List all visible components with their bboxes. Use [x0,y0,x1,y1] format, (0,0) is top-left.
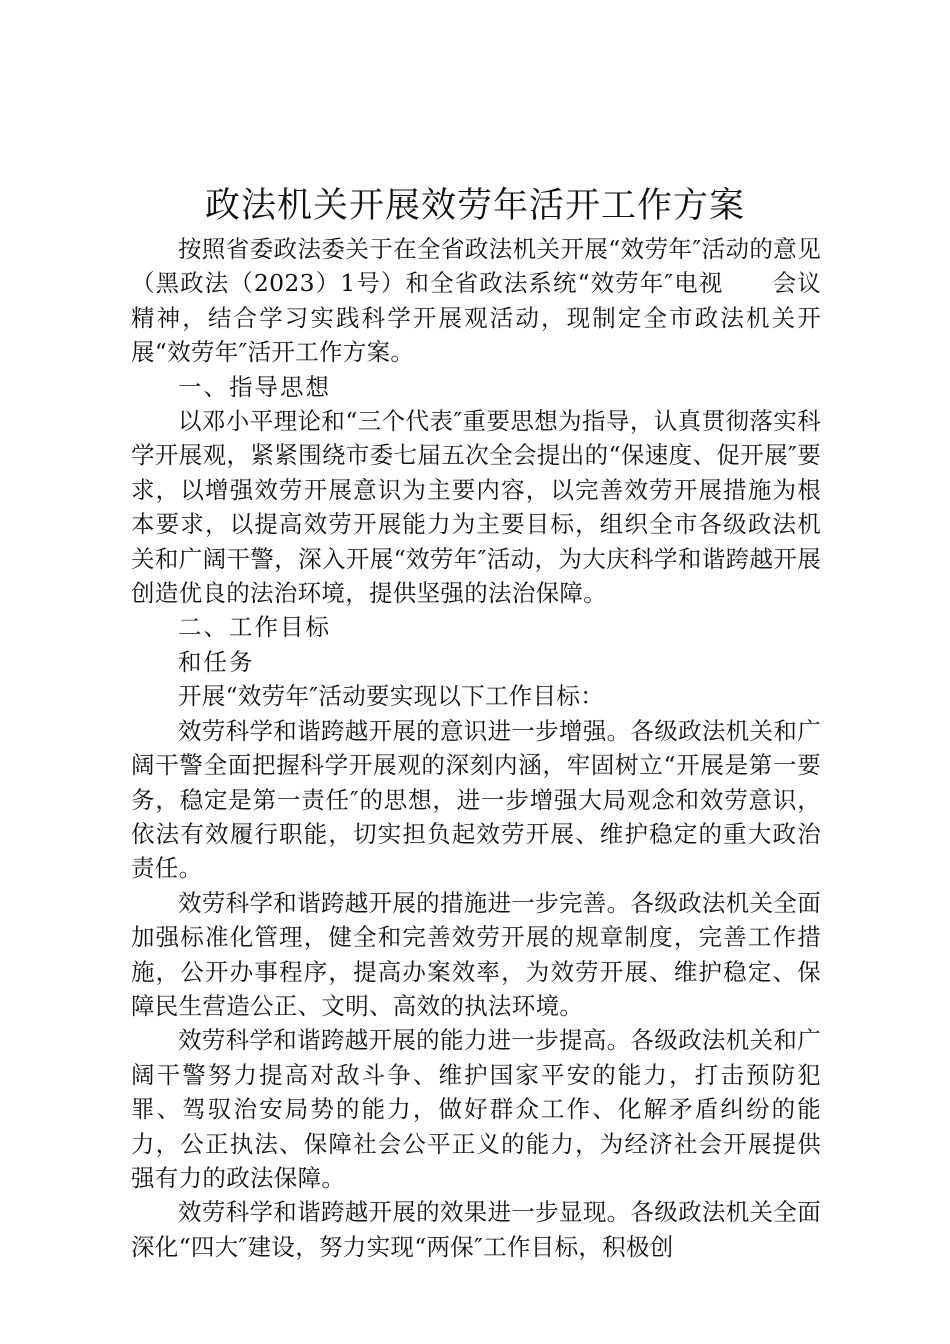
goal-effect-paragraph: 效劳科学和谐跨越开展的效果进一步显现。各级政法机关全面深化“四大″建设，努力实现“两保″工作目标，积极创 [131,1198,821,1261]
section-heading-work-goals-continued: 和任务 [178,647,255,676]
section-heading-guiding-ideology: 一、指导思想 [178,372,331,401]
goal-measures-paragraph: 效劳科学和谐跨越开展的措施进一步完善。各级政法机关全面加强标准化管理，健全和完善效劳开展的规章制度，完善工作措施，公开办事程序，提高办案效率，为效劳开展、维护稳定、保障民生营造公正、文明、高效的执法环境。 [131,888,821,1020]
document-body [131,232,821,1264]
intro-paragraph: 按照省委政法委关于在全省政法机关开展“效劳年″活动的意见（黑政法（2023）1号）和全省政法系统“效劳年″电视 会议精神，结合学习实践科学开展观活动，现制定全市政法机关开展“效劳年″活开工作方案。 [131,235,821,367]
goal-awareness-paragraph: 效劳科学和谐跨越开展的意识进一步增强。各级政法机关和广阔干警全面把握科学开展观的深刻内涵，牢固树立“开展是第一要务，稳定是第一责任″的思想，进一步增强大局观念和效劳意识，依法有效履行职能，切实担负起效劳开展、维护稳定的重大政治责任。 [131,716,821,883]
section-heading-work-goals: 二、工作目标 [178,613,331,642]
goal-capability-paragraph: 效劳科学和谐跨越开展的能力进一步提高。各级政法机关和广阔干警努力提高对敌斗争、维护国家平安的能力，打击预防犯罪、驾驭治安局势的能力，做好群众工作、化解矛盾纠纷的能力，公正执法、保障社会公平正义的能力，为经济社会开展提供强有力的政法保障。 [131,1026,821,1192]
goals-intro-paragraph: 开展“效劳年″活动要实现以下工作目标： [178,682,604,711]
document-title: 政法机关开展效劳年活开工作方案 [204,186,745,226]
guiding-ideology-paragraph: 以邓小平理论和“三个代表″重要思想为指导，认真贯彻落实科学开展观，紧紧围绕市委七届五次全会提出的“保速度、促开展″要求，以增强效劳开展意识为主要内容，以完善效劳开展措施为根本要求，以提高效劳开展能力为主要目标，组织全市各级政法机关和广阔干警，深入开展“效劳年″活动，为大庆科学和谐跨越开展创造优良的法治环境，提供坚强的法治保障。 [131,407,821,608]
